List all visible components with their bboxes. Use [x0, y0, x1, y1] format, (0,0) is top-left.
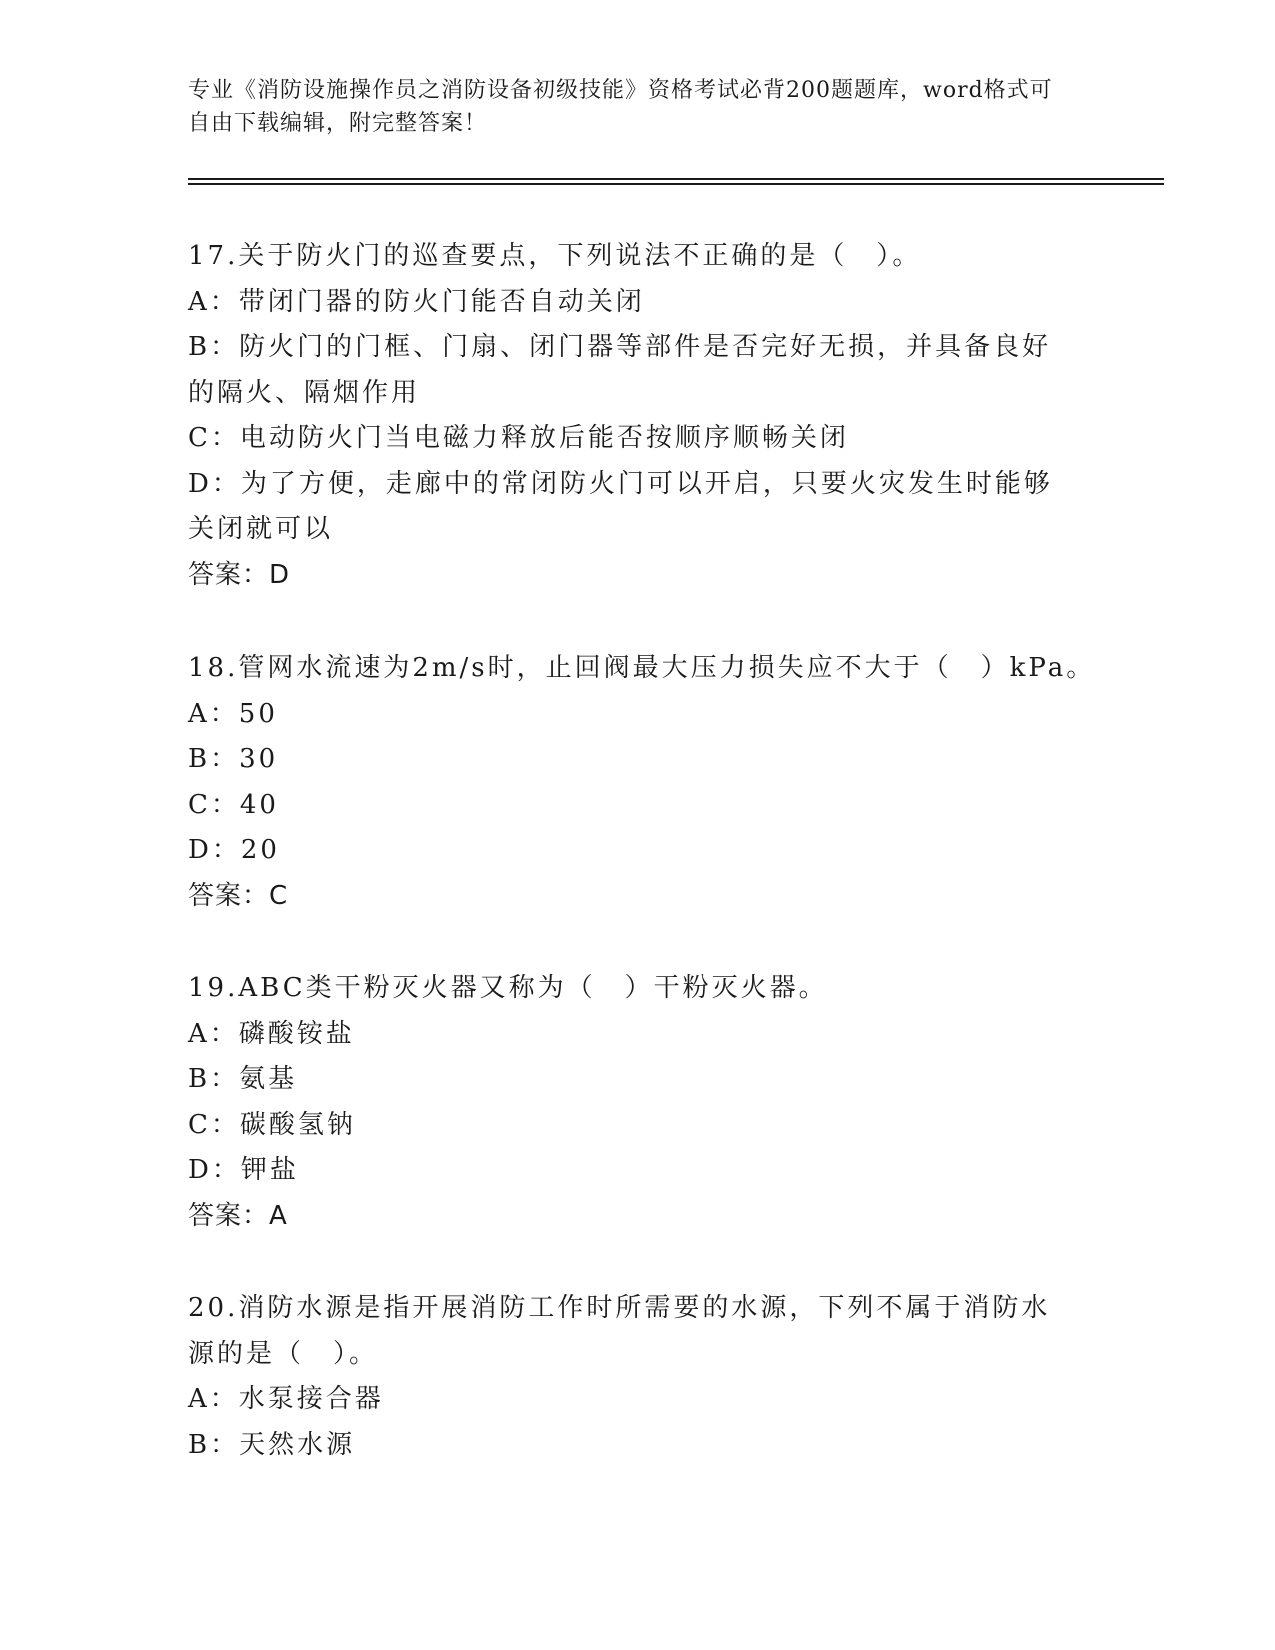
question-stem: 20.消防水源是指开展消防工作时所需要的水源，下列不属于消防水源的是（ ）。: [188, 1293, 1051, 1369]
option-b: B：天然水源: [188, 1429, 356, 1460]
question-20: [188, 1286, 1078, 1468]
option-a: A：磷酸铵盐: [188, 1018, 355, 1049]
option-c: C：碳酸氢钠: [188, 1109, 356, 1140]
header-divider-top: [188, 178, 1164, 180]
answer: 答案：A: [188, 1200, 288, 1231]
question-17: [188, 234, 1078, 598]
option-b: B：防火门的门框、门扇、闭门器等部件是否完好无损，并具备良好的隔火、隔烟作用: [188, 332, 1052, 408]
option-d: D：为了方便，走廊中的常闭防火门可以开启，只要火灾发生时能够关闭就可以: [188, 468, 1053, 544]
option-d: D：钾盐: [188, 1155, 299, 1185]
answer: 答案：C: [188, 880, 289, 911]
question-18: [188, 646, 1096, 919]
option-b: B：氨基: [188, 1064, 298, 1094]
option-a: A：水泵接合器: [188, 1384, 384, 1414]
option-a: A：50: [188, 698, 278, 729]
document-header: 专业《消防设施操作员之消防设备初级技能》资格考试必背200题题库，word格式可自由下载编辑，附完整答案！: [188, 78, 1053, 136]
option-c: C：电动防火门当电磁力释放后能否按顺序顺畅关闭: [188, 423, 849, 453]
header-divider-bottom: [188, 183, 1164, 185]
question-stem: 19.ABC类干粉灭火器又称为（ ）干粉灭火器。: [188, 973, 828, 1003]
answer: 答案：D: [188, 559, 291, 590]
question-stem: 17.关于防火门的巡查要点，下列说法不正确的是（ ）。: [188, 241, 922, 271]
option-c: C：40: [188, 789, 279, 820]
question-stem: 18.管网水流速为2m/s时，止回阀最大压力损失应不大于（ ）kPa。: [188, 653, 1096, 683]
option-a: A：带闭门器的防火门能否自动关闭: [188, 286, 645, 317]
option-d: D：20: [188, 835, 280, 865]
option-b: B：30: [188, 744, 279, 774]
question-19: [188, 966, 1078, 1239]
